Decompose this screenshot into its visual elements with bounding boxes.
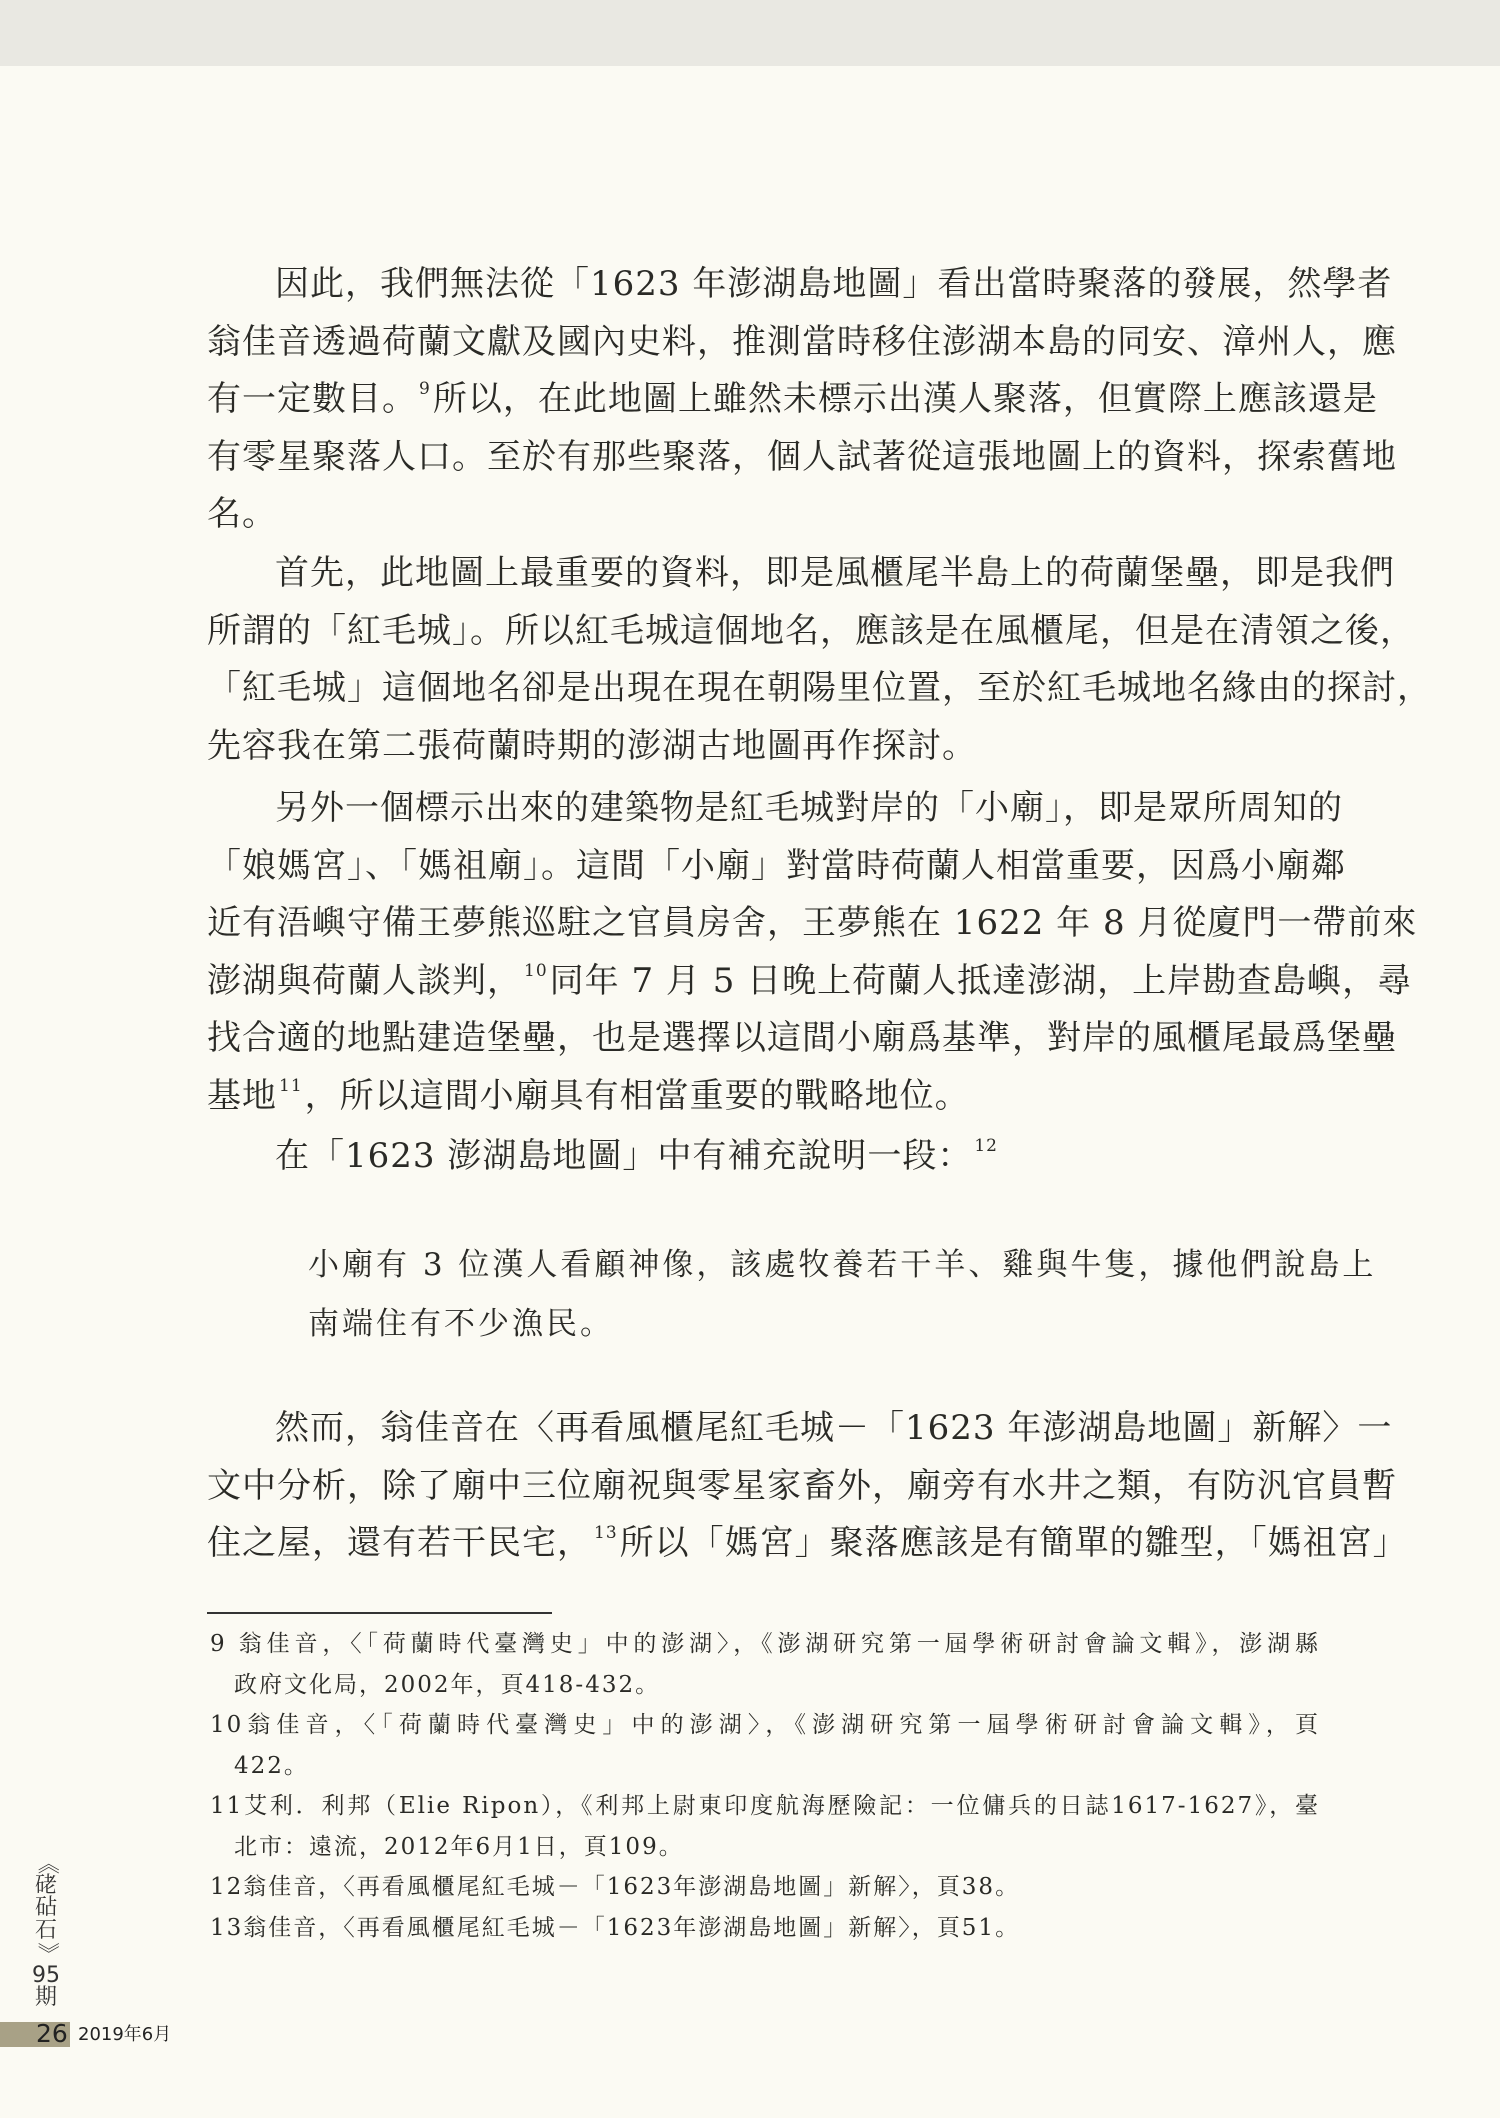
footnote-ref[interactable]: 12	[974, 1136, 998, 1156]
text-run: 然而，翁佳音在〈再看風櫃尾紅毛城－「1623 年澎湖島地圖」新解〉一	[275, 1408, 1393, 1448]
paragraph	[207, 1128, 1320, 1186]
text-run: 澎湖與荷蘭人談判，	[207, 960, 522, 1001]
footnote: 12翁佳音，〈再看風櫃尾紅毛城－「1623年澎湖島地圖」新解〉，頁38。	[210, 1874, 1021, 1900]
text-run: 所以，在此地圖上雖然未標示出漢人聚落，但實際上應該還是	[432, 379, 1378, 419]
paragraph	[207, 545, 1432, 775]
text-line	[207, 1515, 1408, 1573]
journal-title-char: 期	[34, 1985, 57, 2010]
text-run: 首先，此地圖上最重要的資料，即是風櫃尾半島上的荷蘭堡壘，即是我們	[275, 553, 1395, 593]
footnote-continuation: 政府文化局，2002年，頁418-432。	[234, 1671, 661, 1698]
journal-title-char: 95	[32, 1962, 60, 1988]
footnote: 10翁佳音，〈「荷蘭時代臺灣史」中的澎湖〉，《澎湖研究第一屆學術研討會論文輯》，頁	[210, 1712, 1320, 1738]
text-line	[207, 429, 1397, 487]
text-run: 文中分析，除了廟中三位廟祝與零星家畜外，廟旁有水井之類，有防汎官員暫	[207, 1465, 1397, 1506]
footnote-ref[interactable]: 10	[524, 960, 548, 981]
text-run: 翁佳音透過荷蘭文獻及國內史料，推測當時移住澎湖本島的同安、漳州人，應	[207, 321, 1397, 362]
block-quote	[308, 1236, 1377, 1354]
text-line	[207, 1458, 1397, 1516]
text-run: 近有浯嶼守備王夢熊巡駐之官員房舍，王夢熊在 1622 年 8 月從廈門一帶前來	[207, 903, 1418, 943]
text-line	[207, 603, 1415, 661]
text-run: ，所以這間小廟具有相當重要的戰略地位。	[304, 1075, 970, 1116]
text-line	[207, 953, 1413, 1011]
text-line	[207, 256, 1393, 314]
footnote-ref[interactable]: 9	[419, 379, 431, 399]
text-run: 所謂的「紅毛城」。所以紅毛城這個地名，應該是在風櫃尾，但是在清領之後，	[207, 610, 1415, 651]
quote-line: 小廟有 3 位漢人看顧神像，該處牧養若干羊、雞與牛隻，據他們說島上	[308, 1247, 1377, 1283]
text-run: 先容我在第二張荷蘭時期的澎湖古地圖再作探討。	[207, 725, 977, 766]
journal-title-vertical	[30, 1852, 62, 2010]
footnote-continuation: 北市：遠流，2012年6月1日，頁109。	[234, 1833, 684, 1860]
footnotes	[210, 1624, 1320, 1948]
journal-title-char: 硓	[34, 1872, 57, 1898]
text-run: 在「1623 澎湖島地圖」中有補充說明一段：	[275, 1136, 973, 1176]
text-run: 有一定數目。	[207, 379, 417, 419]
footnote: 11艾利．利邦（Elie Ripon），《利邦上尉東印度航海歷險記：一位傭兵的日誌1617-1627》，臺	[210, 1793, 1320, 1819]
text-run: 基地	[207, 1075, 277, 1116]
text-line	[207, 1010, 1397, 1068]
text-line	[207, 718, 1320, 776]
quote-line: 南端住有不少漁民。	[308, 1306, 614, 1342]
issue-date: 2019年6月	[78, 2024, 172, 2045]
text-run: 同年 7 月 5 日晚上荷蘭人抵達澎湖，上岸勘查島嶼，尋	[549, 960, 1413, 1001]
text-run: 「紅毛城」這個地名卻是出現在現在朝陽里位置，至於紅毛城地名緣由的探討，	[207, 668, 1432, 708]
footnote: 9 翁佳音，〈「荷蘭時代臺灣史」中的澎湖〉，《澎湖研究第一屆學術研討會論文輯》，澎湖縣	[210, 1631, 1320, 1657]
text-line	[207, 895, 1418, 953]
footnote-rule	[207, 1612, 552, 1614]
text-line	[207, 545, 1395, 603]
text-line	[207, 1068, 1320, 1126]
text-run: 所以「媽宮」聚落應該是有簡單的雛型，「媽祖宮」	[619, 1523, 1408, 1563]
text-line	[207, 1400, 1393, 1458]
text-run: 找合適的地點建造堡壘，也是選擇以這間小廟爲基準，對岸的風櫃尾最爲堡壘	[207, 1018, 1397, 1058]
paragraph	[207, 256, 1397, 544]
journal-title-char: 砧	[34, 1895, 57, 1920]
page-number: 26	[36, 2019, 68, 2048]
text-line	[207, 838, 1346, 896]
text-line	[207, 486, 1320, 544]
text-line	[207, 371, 1378, 429]
journal-title-char: 石	[34, 1917, 57, 1943]
journal-title-char: 》	[34, 1942, 60, 1965]
paragraph	[207, 780, 1418, 1125]
text-run: 名。	[207, 494, 277, 534]
text-line	[207, 1128, 1320, 1186]
scan-top-band	[0, 0, 1500, 66]
journal-title-char: 《	[34, 1852, 60, 1875]
text-line	[207, 314, 1397, 372]
footnote-continuation: 422。	[234, 1752, 309, 1779]
footnote: 13翁佳音，〈再看風櫃尾紅毛城－「1623年澎湖島地圖」新解〉，頁51。	[210, 1914, 1021, 1941]
text-run: 「娘媽宮」、「媽祖廟」。這間「小廟」對當時荷蘭人相當重要，因爲小廟鄰	[207, 845, 1346, 886]
footnote-ref[interactable]: 11	[279, 1075, 303, 1096]
text-run: 住之屋，還有若干民宅，	[207, 1523, 592, 1563]
text-run: 有零星聚落人口。至於有那些聚落，個人試著從這張地圖上的資料，探索舊地	[207, 436, 1397, 477]
text-run: 另外一個標示出來的建築物是紅毛城對岸的「小廟」，即是眾所周知的	[275, 788, 1343, 828]
text-line	[207, 780, 1343, 838]
paragraph	[207, 1400, 1408, 1573]
footnote-ref[interactable]: 13	[594, 1523, 618, 1543]
text-run: 因此，我們無法從「1623 年澎湖島地圖」看出當時聚落的發展，然學者	[275, 264, 1393, 304]
text-line	[207, 660, 1432, 718]
